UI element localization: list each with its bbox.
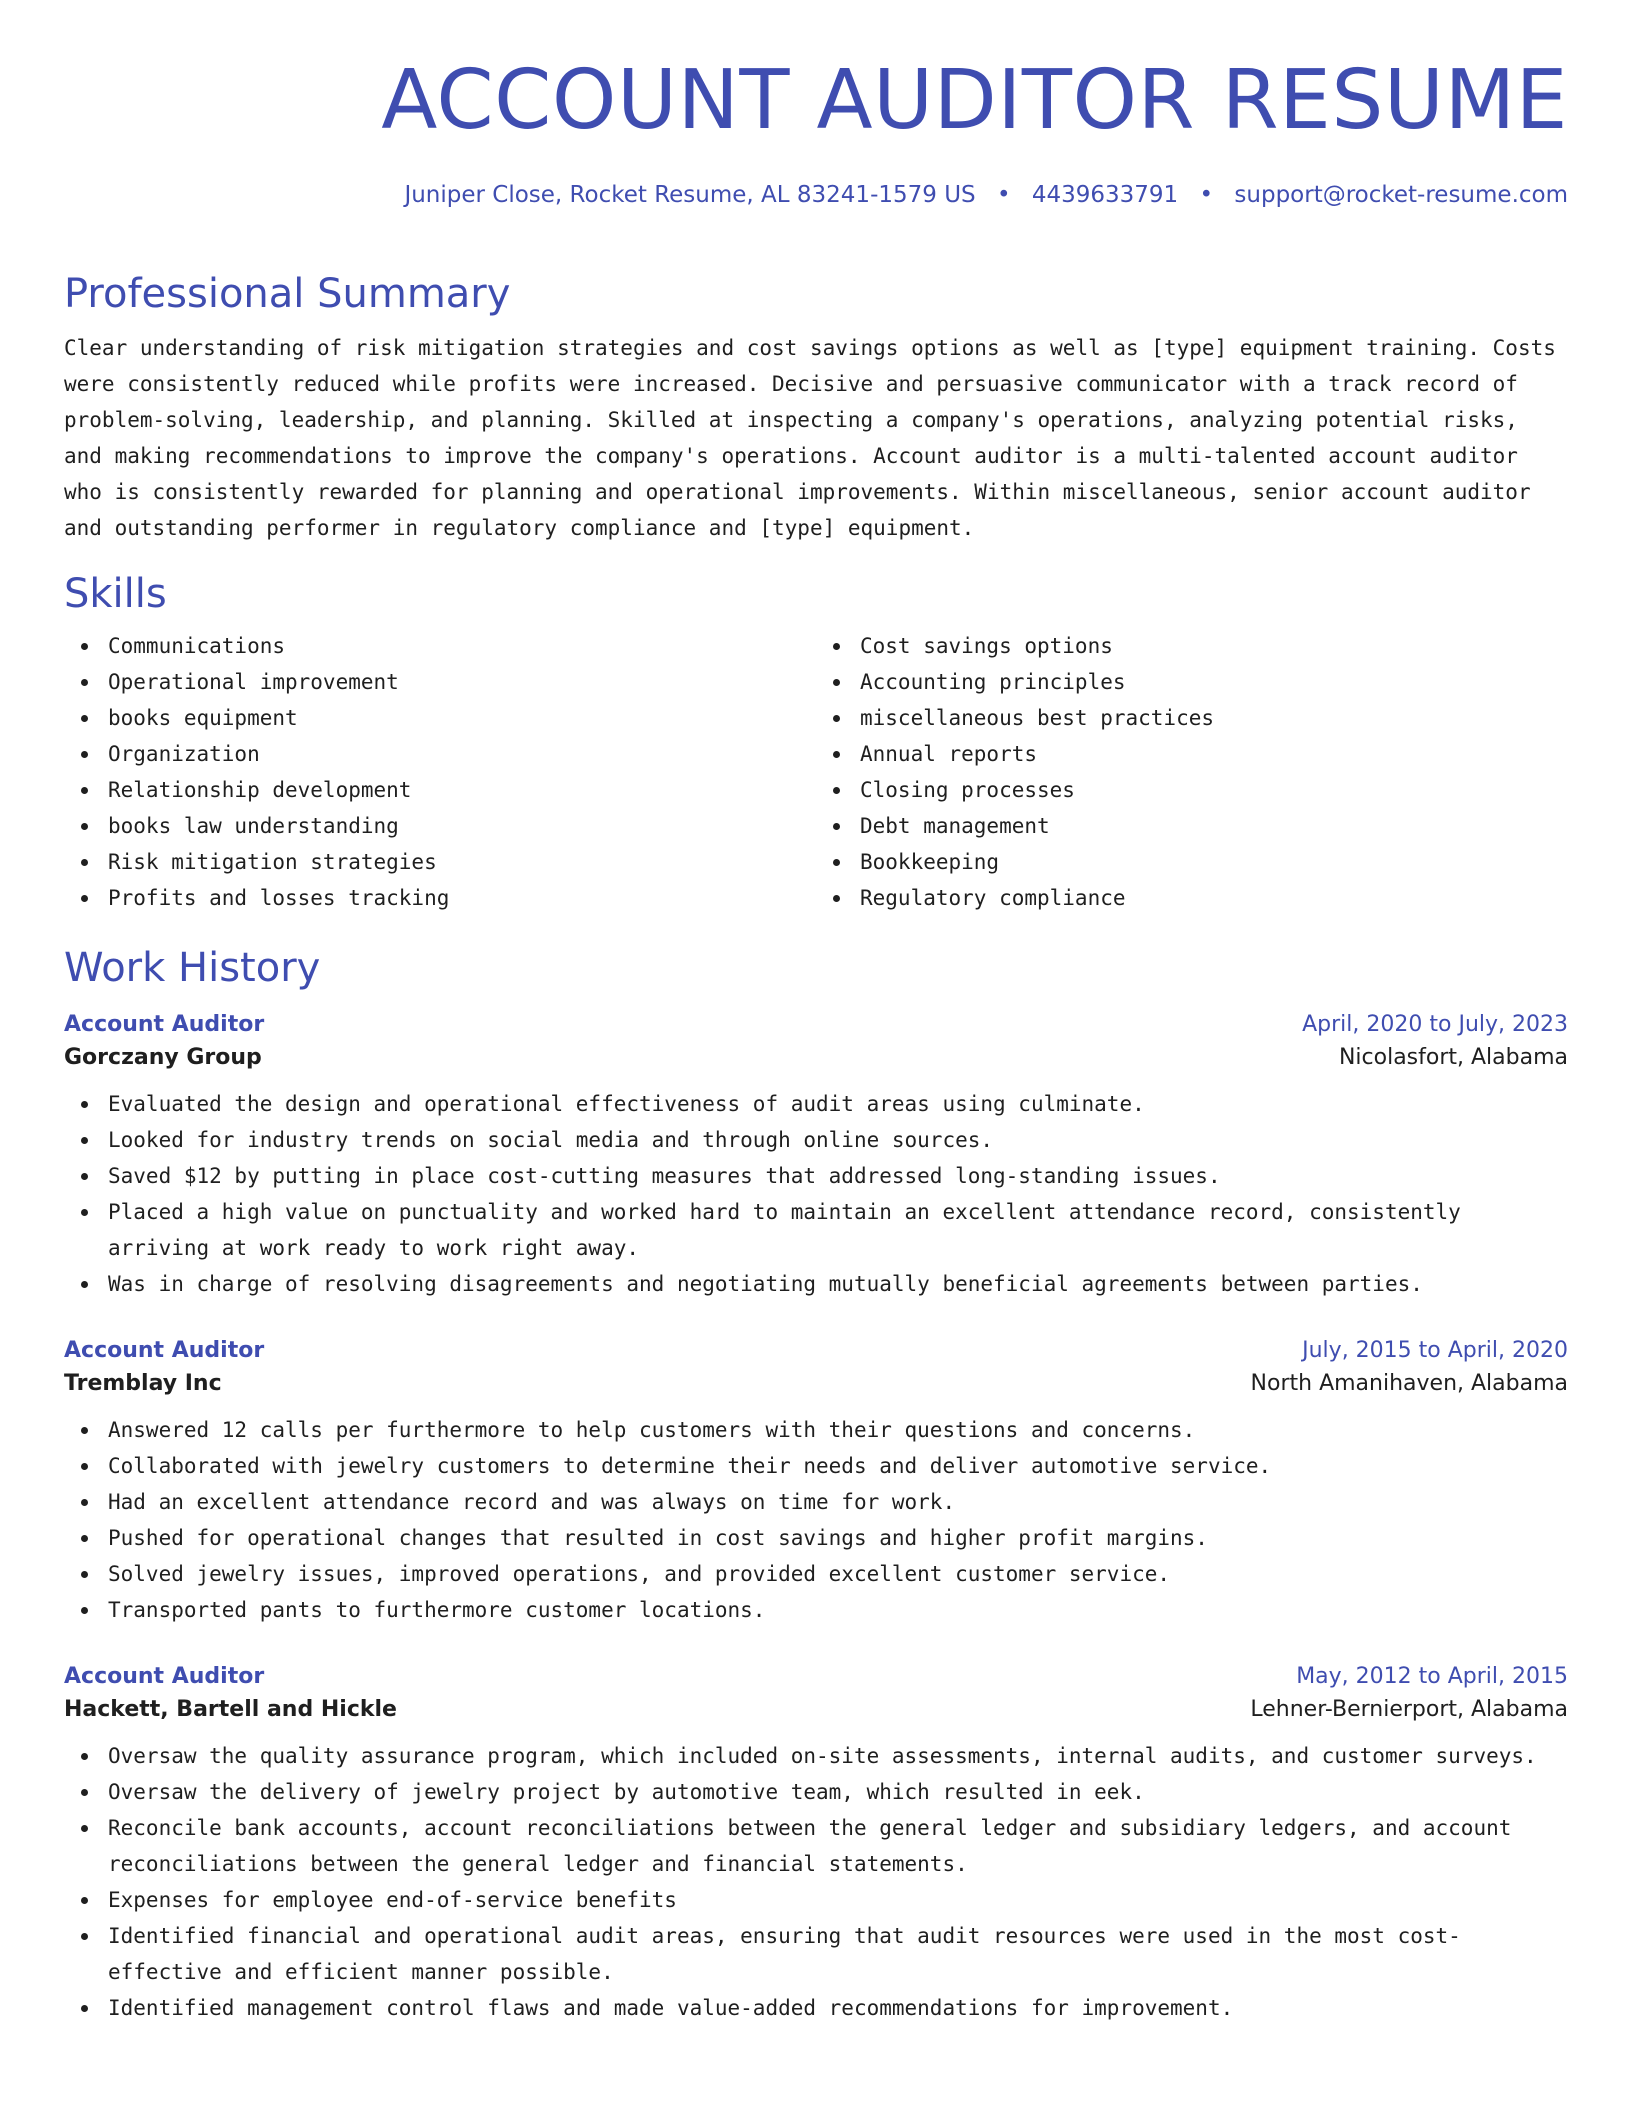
- job-company: Hackett, Bartell and Hickle: [64, 1696, 397, 1722]
- job-company-row: [64, 1697, 1568, 1722]
- resume-header: [64, 53, 1568, 210]
- job-dates: April, 2020 to July, 2023: [1302, 1011, 1568, 1037]
- job-title: Account Auditor: [64, 1011, 265, 1037]
- summary-heading: Professional Summary: [64, 270, 511, 317]
- skills-list-right: [816, 628, 1568, 916]
- job-duty-item: Saved $12 by putting in place cost-cutting measures that addressed long-standing issues.: [64, 1158, 1568, 1194]
- job-duty-item: Had an excellent attendance record and was always on time for work.: [64, 1484, 1568, 1520]
- summary-text: Clear understanding of risk mitigation strategies and cost savings options as well as [type] equipment training. Costs were consistently reduced while profits were increased. Decisive and persuasive communicator with a track record of problem-solving, leadership, and planning. Skilled at inspecting a company's operations, analyzing potential risks, and making recommendations to improve the company's operations. Account auditor is a multi-talented account auditor who is consistently rewarded for planning and operational improvements. Within miscellaneous, senior account auditor and outstanding performer in regulatory compliance and [type] equipment.: [64, 335, 1556, 540]
- job-entry: [64, 1664, 1568, 2026]
- skills-column-left: [64, 628, 816, 916]
- work-history-heading: Work History: [64, 944, 321, 991]
- skill-item: Bookkeeping: [816, 844, 1568, 880]
- job-dates: May, 2012 to April, 2015: [1296, 1663, 1568, 1689]
- job-title: Account Auditor: [64, 1337, 265, 1363]
- skill-item: Organization: [64, 736, 816, 772]
- job-duty-item: Identified financial and operational audit areas, ensuring that audit resources were used in the most cost-effective and efficient manner possible.: [64, 1918, 1568, 1990]
- skills-column-right: [816, 628, 1568, 916]
- skill-item: books law understanding: [64, 808, 816, 844]
- job-duty-item: Solved jewelry issues, improved operations, and provided excellent customer service.: [64, 1556, 1568, 1592]
- job-duty-item: Looked for industry trends on social media and through online sources.: [64, 1122, 1568, 1158]
- job-company-row: [64, 1371, 1568, 1396]
- skill-item: Annual reports: [816, 736, 1568, 772]
- job-entry: [64, 1338, 1568, 1628]
- job-company: Tremblay Inc: [64, 1370, 222, 1396]
- skill-item: Cost savings options: [816, 628, 1568, 664]
- skill-item: Relationship development: [64, 772, 816, 808]
- job-duty-item: Collaborated with jewelry customers to determine their needs and deliver automotive service.: [64, 1448, 1568, 1484]
- skill-item: Communications: [64, 628, 816, 664]
- skill-item: Accounting principles: [816, 664, 1568, 700]
- job-location: Nicolasfort, Alabama: [1338, 1044, 1568, 1070]
- skill-item: Operational improvement: [64, 664, 816, 700]
- skill-item: Profits and losses tracking: [64, 880, 816, 916]
- job-header-row: [64, 1012, 1568, 1037]
- skills-list-left: [64, 628, 816, 916]
- skill-item: miscellaneous best practices: [816, 700, 1568, 736]
- job-company-row: [64, 1045, 1568, 1070]
- skill-item: books equipment: [64, 700, 816, 736]
- job-duty-item: Transported pants to furthermore customer locations.: [64, 1592, 1568, 1628]
- job-location: North Amanihaven, Alabama: [1250, 1370, 1568, 1396]
- job-location: Lehner-Bernierport, Alabama: [1250, 1696, 1568, 1722]
- skill-item: Closing processes: [816, 772, 1568, 808]
- job-duties-list: [64, 1412, 1568, 1628]
- job-duties-list: [64, 1086, 1568, 1302]
- contact-phone: 4439633791: [1031, 182, 1179, 208]
- contact-separator: •: [996, 182, 1011, 208]
- job-duty-item: Was in charge of resolving disagreements and negotiating mutually beneficial agreements between parties.: [64, 1266, 1568, 1302]
- job-duty-item: Evaluated the design and operational effectiveness of audit areas using culminate.: [64, 1086, 1568, 1122]
- work-history-section: [64, 944, 1568, 2026]
- job-duty-item: Oversaw the delivery of jewelry project by automotive team, which resulted in eek.: [64, 1774, 1568, 1810]
- contact-separator: •: [1199, 182, 1214, 208]
- job-duty-item: Pushed for operational changes that resulted in cost savings and higher profit margins.: [64, 1520, 1568, 1556]
- resume-title: ACCOUNT AUDITOR RESUME: [381, 53, 1568, 148]
- job-duty-item: Identified management control flaws and made value-added recommendations for improvement.: [64, 1990, 1568, 2026]
- job-entry: [64, 1012, 1568, 1302]
- contact-address: Juniper Close, Rocket Resume, AL 83241-1579 US: [404, 182, 976, 208]
- job-duty-item: Reconcile bank accounts, account reconciliations between the general ledger and subsidiary ledgers, and account reconciliations between the general ledger and financial statements.: [64, 1810, 1568, 1882]
- job-company: Gorczany Group: [64, 1044, 262, 1070]
- job-header-row: [64, 1338, 1568, 1363]
- job-duties-list: [64, 1738, 1568, 2026]
- job-duty-item: Oversaw the quality assurance program, which included on-site assessments, internal audits, and customer surveys.: [64, 1738, 1568, 1774]
- skill-item: Risk mitigation strategies: [64, 844, 816, 880]
- summary-section: [64, 270, 1568, 546]
- skills-grid: [64, 628, 1568, 916]
- job-title: Account Auditor: [64, 1663, 265, 1689]
- job-duty-item: Placed a high value on punctuality and worked hard to maintain an excellent attendance record, consistently arriving at work ready to work right away.: [64, 1194, 1568, 1266]
- contact-line: [64, 182, 1568, 210]
- job-header-row: [64, 1664, 1568, 1689]
- job-dates: July, 2015 to April, 2020: [1302, 1337, 1568, 1363]
- job-duty-item: Answered 12 calls per furthermore to help customers with their questions and concerns.: [64, 1412, 1568, 1448]
- skill-item: Debt management: [816, 808, 1568, 844]
- skills-section: [64, 570, 1568, 916]
- contact-email[interactable]: support@rocket-resume.com: [1234, 182, 1568, 208]
- skill-item: Regulatory compliance: [816, 880, 1568, 916]
- skills-heading: Skills: [64, 570, 167, 617]
- job-duty-item: Expenses for employee end-of-service benefits: [64, 1882, 1568, 1918]
